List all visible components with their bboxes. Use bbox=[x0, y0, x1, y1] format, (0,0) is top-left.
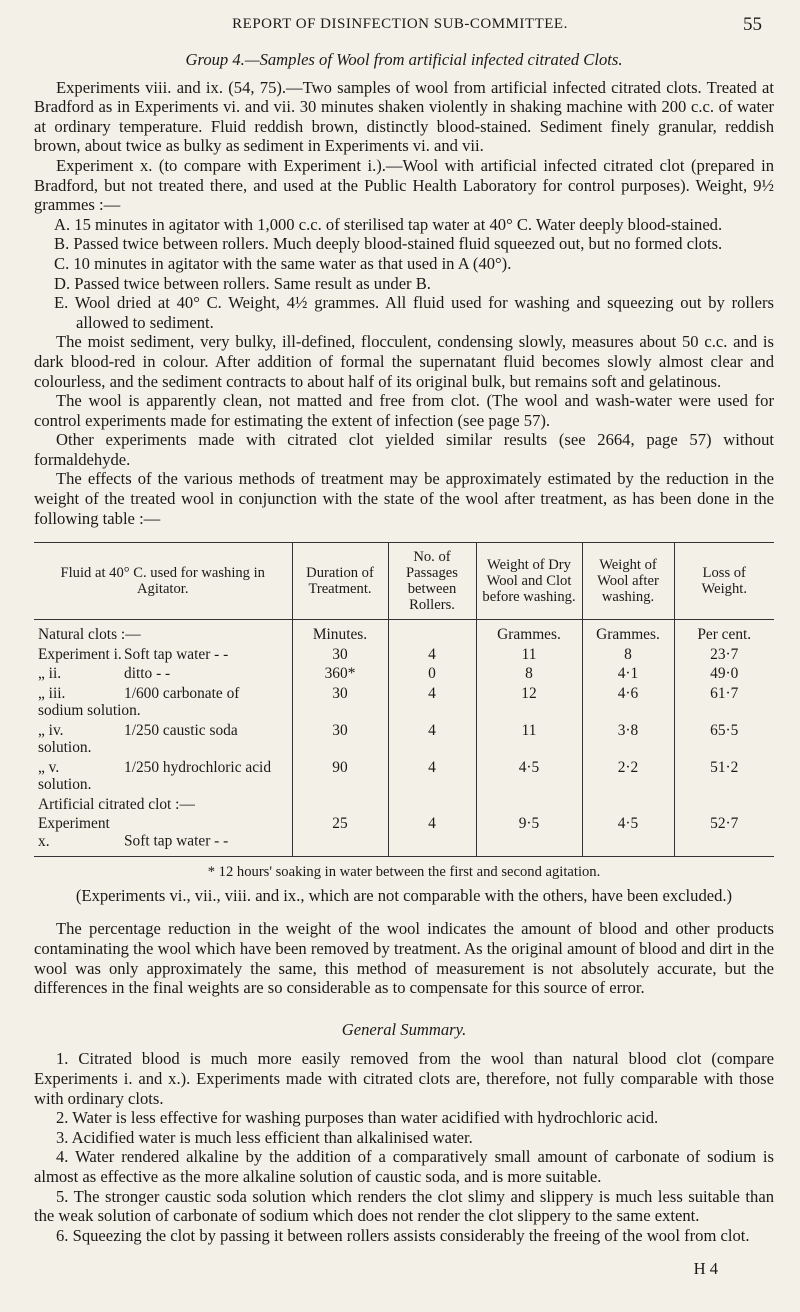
body-text bbox=[34, 50, 774, 1279]
fluid-cell bbox=[34, 758, 292, 795]
summary-item: 5. The stronger caustic soda solution which renders the clot slimy and slippery is much less suitable than the weak solution of carbonate of sodium which does not render the clot slippery to the same extent. bbox=[34, 1186, 774, 1226]
col-header: Duration of Treatment. bbox=[292, 543, 388, 620]
weight-after-cell: 4·6 bbox=[582, 684, 674, 721]
duration-cell: 30 bbox=[292, 645, 388, 665]
table-note: (Experiments vi., vii., viii. and ix., which are not comparable with the others, have been excluded.) bbox=[75, 885, 733, 905]
summary-title: General Summary. bbox=[341, 1019, 467, 1039]
running-head bbox=[0, 16, 800, 40]
passages-cell: 0 bbox=[388, 664, 476, 684]
loss-cell: 61·7 bbox=[674, 684, 774, 721]
paragraph: The percentage reduction in the weight of the wool indicates the amount of blood and other products contaminating the wool which have been removed by treatment. As the original amount of blood and dirt in the wool was only approximately the same, this method of measurement is not absolutely accurate, but the differences in the final weights are so considerable as to compensate for this source of error. bbox=[34, 919, 774, 998]
duration-cell: 30 bbox=[292, 684, 388, 721]
weight-after-cell: 4·5 bbox=[582, 814, 674, 857]
experiment-label: „ v. bbox=[38, 758, 60, 776]
passages-cell: 4 bbox=[388, 758, 476, 795]
fluid-label: Soft tap water - - bbox=[124, 645, 229, 663]
weight-before-cell: 11 bbox=[476, 721, 582, 758]
duration-cell: 30 bbox=[292, 721, 388, 758]
weight-before-cell: 8 bbox=[476, 664, 582, 684]
experiment-label: „ iv. bbox=[38, 721, 64, 739]
running-title: REPORT OF DISINFECTION SUB-COMMITTEE. bbox=[232, 16, 568, 32]
table-row bbox=[34, 664, 774, 684]
weight-after-cell: 4·1 bbox=[582, 664, 674, 684]
step-b: B. Passed twice between rollers. Much deeply blood-stained fluid squeezed out, but no formed clots. bbox=[54, 234, 723, 254]
summary-item: 1. Citrated blood is much more easily removed from the wool than natural blood clot (compare Experiments i. and x.). Experiments made with citrated clots are, therefore, not fully comparable with those with ordinary clots. bbox=[34, 1049, 774, 1108]
page-number: 55 bbox=[743, 14, 762, 35]
duration-cell: 90 bbox=[292, 758, 388, 795]
duration-cell: 25 bbox=[292, 814, 388, 857]
step-c: C. 10 minutes in agitator with the same water as that used in A (40°). bbox=[54, 253, 512, 273]
passages-cell: 4 bbox=[388, 645, 476, 665]
weight-before-cell: 4·5 bbox=[476, 758, 582, 795]
step-d: D. Passed twice between rollers. Same result as under B. bbox=[54, 273, 431, 293]
weight-after-cell: 2·2 bbox=[582, 758, 674, 795]
loss-cell: 49·0 bbox=[674, 664, 774, 684]
col-header: Loss of Weight. bbox=[674, 543, 774, 620]
paragraph: The moist sediment, very bulky, ill-defined, flocculent, condensing slowly, measures about 50 c.c. and is dark blood-red in colour. After addition of formal the supernatant fluid becomes slowly almost clear and colourless, and the sediment contracts to about half of its original bulk, but remains soft and gelatinous. bbox=[34, 332, 774, 391]
fluid-label: 1/250 caustic soda solution. bbox=[38, 721, 238, 757]
fluid-cell bbox=[34, 645, 292, 665]
unit-label: Grammes. bbox=[476, 620, 582, 645]
unit-label: Minutes. bbox=[292, 620, 388, 645]
passages-cell: 4 bbox=[388, 721, 476, 758]
loss-cell: 51·2 bbox=[674, 758, 774, 795]
table-row bbox=[34, 758, 774, 795]
fluid-cell bbox=[34, 721, 292, 758]
paragraph: Experiment x. (to compare with Experiment i.).—Wool with artificial infected citrated clot (prepared in Bradford, but not treated there, and used at the Public Health Laboratory for control purposes). Weight, 9½ grammes :— bbox=[34, 155, 774, 215]
table-row bbox=[34, 814, 774, 857]
experiment-label: Experiment i. bbox=[38, 645, 122, 663]
group-label: Artificial citrated clot :— bbox=[38, 795, 195, 813]
table-row bbox=[34, 645, 774, 665]
weight-after-cell: 8 bbox=[582, 645, 674, 665]
summary-item: 6. Squeezing the clot by passing it between rollers assists considerably the freeing of the wool from clot. bbox=[56, 1225, 750, 1245]
results-table bbox=[34, 542, 774, 857]
loss-cell: 23·7 bbox=[674, 645, 774, 665]
table-header-row bbox=[34, 543, 774, 620]
table-row bbox=[34, 795, 774, 815]
summary-item: 3. Acidified water is much less efficient than alkalinised water. bbox=[56, 1127, 473, 1147]
weight-after-cell: 3·8 bbox=[582, 721, 674, 758]
table-row bbox=[34, 721, 774, 758]
experiment-label: „ ii. bbox=[38, 665, 62, 683]
step-e: E. Wool dried at 40° C. Weight, 4½ grammes. All fluid used for washing and squeezing out by rollers allowed to sediment. bbox=[54, 293, 774, 332]
fluid-cell bbox=[34, 664, 292, 684]
passages-cell: 4 bbox=[388, 684, 476, 721]
paragraph: The wool is apparently clean, not matted and free from clot. (The wool and wash-water were used for control experiments made for estimating the extent of infection (see page 57). bbox=[34, 391, 774, 430]
summary-item: 2. Water is less effective for washing purposes than water acidified with hydrochloric acid. bbox=[56, 1108, 659, 1128]
table-footnote: * 12 hours' soaking in water between the first and second agitation. bbox=[207, 864, 601, 881]
weight-before-cell: 11 bbox=[476, 645, 582, 665]
paragraph: Other experiments made with citrated clot yielded similar results (see 2664, page 57) without formaldehyde. bbox=[34, 430, 774, 469]
col-header: Weight of Wool after washing. bbox=[582, 543, 674, 620]
experiment-label: „ iii. bbox=[38, 684, 66, 702]
loss-cell: 52·7 bbox=[674, 814, 774, 857]
unit-label: Per cent. bbox=[674, 620, 774, 645]
summary-item: 4. Water rendered alkaline by the addition of a comparatively small amount of carbonate of sodium is almost as effective as the more alkaline solution of caustic soda, and is more suitable. bbox=[34, 1147, 774, 1186]
unit-label bbox=[388, 620, 476, 645]
section-title: Group 4.—Samples of Wool from artificial infected citrated Clots. bbox=[185, 50, 623, 69]
step-a: A. 15 minutes in agitator with 1,000 c.c. of sterilised tap water at 40° C. Water deeply blood-stained. bbox=[54, 214, 723, 234]
fluid-label: 1/250 hydrochloric acid solution. bbox=[38, 758, 272, 794]
weight-before-cell: 12 bbox=[476, 684, 582, 721]
paragraph: Experiments viii. and ix. (54, 75).—Two samples of wool from artificial infected citrated clots. Treated at Bradford as in Experiments vi. and vii. 30 minutes shaken violently in shaking machine with 200 c.c. of water at ordinary temperature. Fluid reddish brown, distinctly blood-stained. Sediment finely granular, reddish brown, about twice as bulky as sediment in Experiments vi. and vii. bbox=[34, 77, 774, 156]
col-header: Weight of Dry Wool and Clot before washing. bbox=[476, 543, 582, 620]
signature-mark: H 4 bbox=[693, 1259, 718, 1279]
table-row bbox=[34, 684, 774, 721]
paragraph: The effects of the various methods of treatment may be approximately estimated by the reduction in the weight of the treated wool in conjunction with the state of the wool after treatment, as has been done in the following table :— bbox=[34, 469, 774, 528]
loss-cell: 65·5 bbox=[674, 721, 774, 758]
fluid-label: Soft tap water - - bbox=[124, 832, 229, 850]
experiment-label: Experiment x. bbox=[38, 815, 110, 850]
col-header: Fluid at 40° C. used for washing in Agitator. bbox=[34, 543, 292, 620]
passages-cell: 4 bbox=[388, 814, 476, 857]
table-row bbox=[34, 620, 774, 645]
fluid-cell bbox=[34, 684, 292, 721]
fluid-label: 1/600 carbonate of sodium solution. bbox=[38, 684, 240, 720]
unit-label: Grammes. bbox=[582, 620, 674, 645]
fluid-label: ditto - - bbox=[124, 665, 171, 683]
group-label: Natural clots :— bbox=[38, 626, 141, 644]
weight-before-cell: 9·5 bbox=[476, 814, 582, 857]
duration-cell: 360* bbox=[292, 664, 388, 684]
col-header: No. of Passages between Rollers. bbox=[388, 543, 476, 620]
fluid-cell bbox=[34, 814, 292, 857]
